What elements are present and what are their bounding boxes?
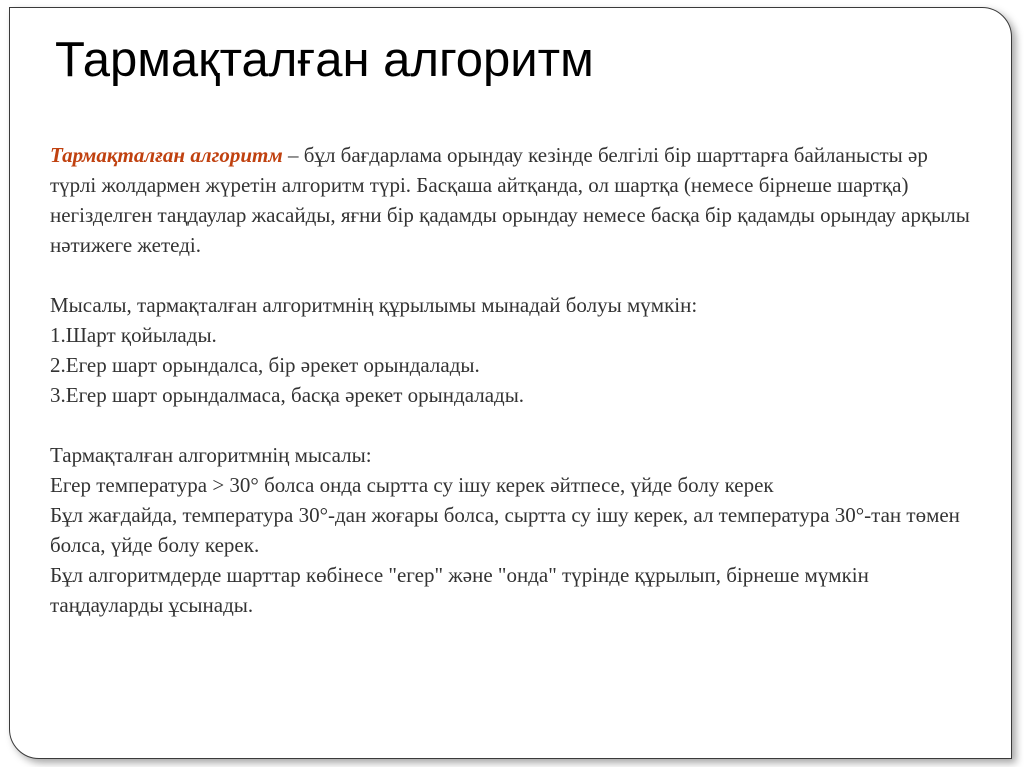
structure-step-3: 3.Егер шарт орындалмаса, басқа әрекет орындалады.	[50, 383, 525, 407]
example-explanation: Бұл жағдайда, температура 30°-дан жоғары болса, сыртта су ішу керек, ал температура 30°-тан төмен болса, үйде болу керек.	[50, 503, 960, 557]
example-rule: Егер температура > 30° болса онда сыртта су ішу керек әйтпесе, үйде болу керек	[50, 473, 774, 497]
structure-step-2: 2.Егер шарт орындалса, бір әрекет орындалады.	[50, 353, 480, 377]
example-heading: Тармақталған алгоритмнің мысалы:	[50, 443, 372, 467]
paragraph-spacer	[50, 410, 975, 440]
structure-step-1: 1.Шарт қойылады.	[50, 323, 217, 347]
paragraph-spacer	[50, 260, 975, 290]
definition-term: Тармақталған алгоритм	[50, 143, 283, 167]
definition-text: – бұл бағдарлама орындау кезінде белгілі бір шарттарға байланысты әр түрлі жолдармен жүретін алгоритм түрі. Басқаша айтқанда, ол шартқа (немесе бірнеше шартқа) негізделген таңдаулар жасайды, яғни бір қадамды орындау немесе басқа бір қадамды орындау арқылы нәтижеге жетеді.	[50, 143, 970, 257]
example-conclusion: Бұл алгоритмдерде шарттар көбінесе "егер" және "онда" түрінде құрылып, бірнеше мүмкін таңдауларды ұсынады.	[50, 563, 869, 617]
slide-body	[50, 140, 975, 620]
structure-intro: Мысалы, тармақталған алгоритмнің құрылымы мынадай болуы мүмкін:	[50, 293, 698, 317]
definition-paragraph	[50, 140, 975, 260]
slide-title: Тармақталған алгоритм	[55, 33, 594, 87]
